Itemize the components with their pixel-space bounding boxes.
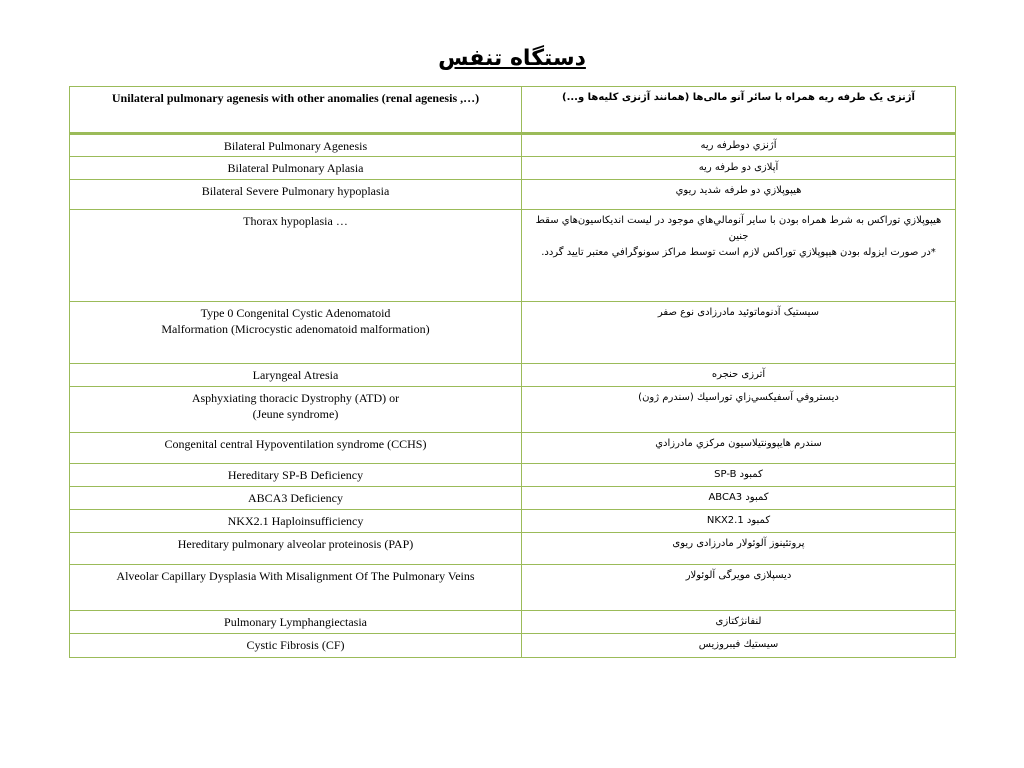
condition-persian <box>522 387 956 433</box>
page-title: دستگاه تنفس <box>438 46 586 71</box>
condition-english <box>70 210 522 302</box>
table-row <box>70 634 956 658</box>
condition-english <box>70 634 522 658</box>
condition-english <box>70 302 522 364</box>
persian-line: آترزی حنجره <box>711 369 766 380</box>
table-row <box>70 387 956 433</box>
persian-line: آژنزي دوطرفه ريه <box>700 140 777 151</box>
condition-persian <box>522 510 956 533</box>
english-line: Cystic Fibrosis (CF) <box>246 638 345 652</box>
condition-english <box>70 487 522 510</box>
condition-persian <box>522 565 956 611</box>
table-row <box>70 611 956 634</box>
table-row <box>70 464 956 487</box>
condition-english <box>70 565 522 611</box>
persian-line: آپلازی دو طرفه ریه <box>698 162 779 173</box>
condition-english <box>70 157 522 180</box>
condition-persian <box>522 634 956 658</box>
english-line: Type 0 Congenital Cystic Adenomatoid <box>200 306 391 320</box>
persian-line: سیستیک آدنوماتوئید مادرزادی نوع صفر <box>657 307 820 318</box>
english-line: Congenital central Hypoventilation syndrome (CCHS) <box>164 437 427 451</box>
condition-persian <box>522 157 956 180</box>
english-line: (Jeune syndrome) <box>252 407 339 421</box>
condition-persian <box>522 180 956 210</box>
persian-line: ديستروفي آسفيكسي‌زاي توراسيك (سندرم ژون) <box>638 392 839 403</box>
header-persian: آژنزی یک طرفه ریه همراه با سائر آنو مالی‌ها (همانند آژنزی کلیه‌ها و...) <box>522 87 956 134</box>
persian-line: کمبود SP-B <box>714 469 763 480</box>
persian-line: هيپوپلازي دو طرفه شديد ريوي <box>675 185 802 196</box>
condition-english <box>70 387 522 433</box>
table-row <box>70 364 956 387</box>
english-line: Asphyxiating thoracic Dystrophy (ATD) or <box>191 391 400 405</box>
persian-line: کمبود NKX2.1 <box>706 515 771 526</box>
english-line: Malformation (Microcystic adenomatoid malformation) <box>161 322 430 336</box>
condition-english <box>70 433 522 464</box>
english-line: Laryngeal Atresia <box>252 368 339 382</box>
table-row <box>70 210 956 302</box>
condition-persian <box>522 302 956 364</box>
english-line: ABCA3 Deficiency <box>248 491 343 505</box>
condition-persian <box>522 210 956 302</box>
english-line: Bilateral Severe Pulmonary hypoplasia <box>201 184 390 198</box>
table-row <box>70 157 956 180</box>
conditions-table <box>69 86 956 658</box>
table-row <box>70 510 956 533</box>
english-line: Bilateral Pulmonary Agenesis <box>223 139 368 153</box>
persian-line: پروتئینوز آلوئولار مادرزادی ریوی <box>672 538 805 549</box>
header-english: Unilateral pulmonary agenesis with other anomalies (renal agenesis ,…) <box>70 87 522 134</box>
condition-english <box>70 510 522 533</box>
condition-english <box>70 180 522 210</box>
condition-persian <box>522 134 956 157</box>
table-row <box>70 565 956 611</box>
english-line: Pulmonary Lymphangiectasia <box>224 615 367 629</box>
condition-persian <box>522 533 956 565</box>
english-line: Hereditary pulmonary alveolar proteinosis (PAP) <box>177 537 414 551</box>
persian-line: سیستیك فيبروزيس <box>698 639 779 650</box>
condition-persian <box>522 611 956 634</box>
english-line: Bilateral Pulmonary Aplasia <box>227 161 364 175</box>
condition-english <box>70 533 522 565</box>
english-line: NKX2.1 Haploinsufficiency <box>227 514 364 528</box>
persian-line: لنفانژکتازی <box>715 616 762 627</box>
persian-line: دیسپلازی مویرگی آلوئولار <box>685 570 792 581</box>
table-header-row <box>70 87 956 134</box>
persian-line: *در صورت ايزوله بودن هيپوپلازي توراكس لازم است توسط مراكز سونوگرافي معتبر تاييد گردد. <box>541 247 936 258</box>
condition-persian <box>522 464 956 487</box>
table-row <box>70 487 956 510</box>
table-row <box>70 302 956 364</box>
english-line: Alveolar Capillary Dysplasia With Misalignment Of The Pulmonary Veins <box>116 569 475 583</box>
english-line: Thorax hypoplasia … <box>243 214 348 228</box>
table-row <box>70 134 956 157</box>
condition-english <box>70 464 522 487</box>
table-row <box>70 180 956 210</box>
table-row <box>70 533 956 565</box>
condition-persian <box>522 364 956 387</box>
condition-persian <box>522 487 956 510</box>
condition-english <box>70 364 522 387</box>
condition-english <box>70 134 522 157</box>
english-line: Hereditary SP-B Deficiency <box>227 468 364 482</box>
persian-line: هيپوپلازي توراكس به شرط همراه بودن با ساير آنومالي‌هاي موجود در ليست انديكاسيون‌هاي سقط جنين <box>535 215 942 242</box>
persian-line: سندرم هايپوونتيلاسيون مركزي مادرزادي <box>655 438 822 449</box>
condition-english <box>70 611 522 634</box>
table-row <box>70 433 956 464</box>
persian-line: کمبود ABCA3 <box>708 492 769 503</box>
condition-persian <box>522 433 956 464</box>
